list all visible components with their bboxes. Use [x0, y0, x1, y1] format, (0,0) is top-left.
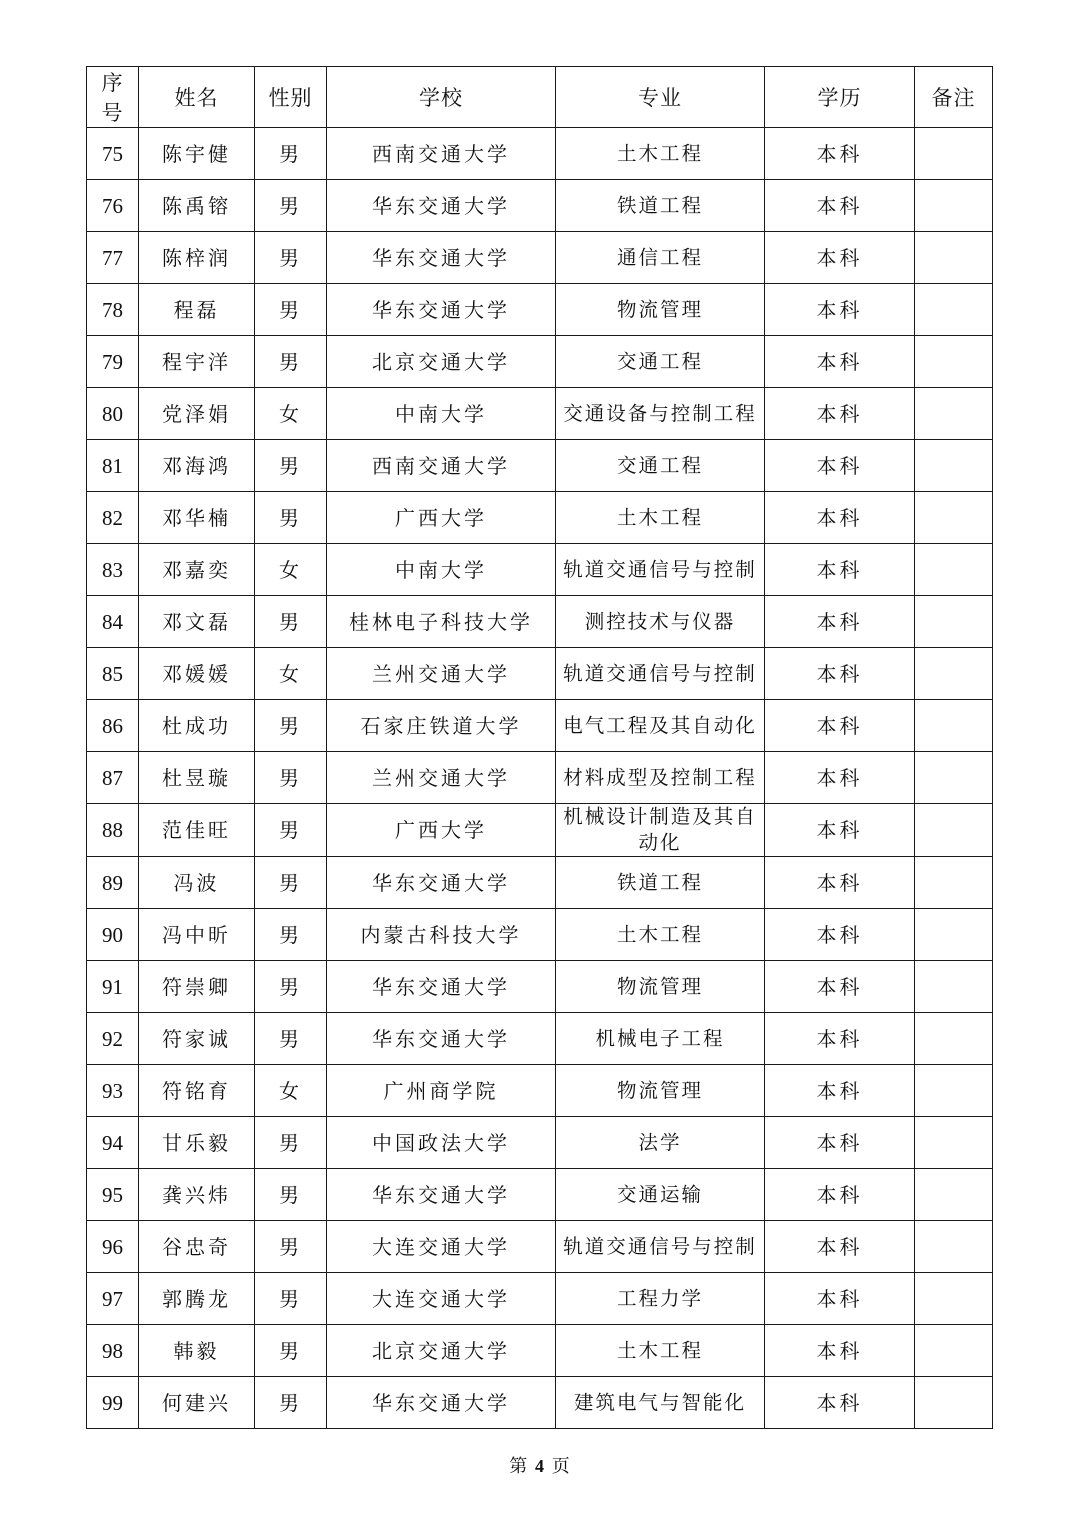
cell-remark — [915, 752, 993, 804]
cell-name: 党泽娟 — [139, 388, 255, 440]
cell-school: 石家庄铁道大学 — [327, 700, 556, 752]
cell-seq: 98 — [87, 1325, 139, 1377]
cell-remark — [915, 1325, 993, 1377]
cell-remark — [915, 232, 993, 284]
cell-major: 建筑电气与智能化 — [556, 1377, 765, 1429]
cell-major: 材料成型及控制工程 — [556, 752, 765, 804]
table-row — [87, 752, 993, 804]
cell-gender: 男 — [255, 909, 327, 961]
cell-name: 邓嘉奕 — [139, 544, 255, 596]
cell-major: 土木工程 — [556, 128, 765, 180]
cell-degree: 本科 — [765, 1169, 915, 1221]
cell-degree: 本科 — [765, 1013, 915, 1065]
cell-seq: 80 — [87, 388, 139, 440]
cell-gender: 女 — [255, 648, 327, 700]
cell-seq: 85 — [87, 648, 139, 700]
page-footer — [0, 1452, 1080, 1478]
cell-seq: 82 — [87, 492, 139, 544]
cell-name: 符家诚 — [139, 1013, 255, 1065]
cell-major: 物流管理 — [556, 284, 765, 336]
cell-name: 郭腾龙 — [139, 1273, 255, 1325]
cell-seq: 89 — [87, 857, 139, 909]
cell-remark — [915, 180, 993, 232]
cell-major: 物流管理 — [556, 1065, 765, 1117]
page-number: 4 — [535, 1456, 545, 1476]
table-row — [87, 1221, 993, 1273]
cell-major: 法学 — [556, 1117, 765, 1169]
cell-gender: 男 — [255, 284, 327, 336]
cell-name: 符崇卿 — [139, 961, 255, 1013]
cell-gender: 女 — [255, 544, 327, 596]
cell-gender: 男 — [255, 752, 327, 804]
cell-remark — [915, 804, 993, 857]
cell-seq: 83 — [87, 544, 139, 596]
cell-major: 测控技术与仪器 — [556, 596, 765, 648]
cell-degree: 本科 — [765, 1117, 915, 1169]
cell-seq: 88 — [87, 804, 139, 857]
cell-seq: 95 — [87, 1169, 139, 1221]
cell-major: 土木工程 — [556, 1325, 765, 1377]
cell-school: 西南交通大学 — [327, 128, 556, 180]
table-body — [87, 128, 993, 1429]
cell-major: 轨道交通信号与控制 — [556, 544, 765, 596]
cell-school: 华东交通大学 — [327, 1013, 556, 1065]
cell-major: 轨道交通信号与控制 — [556, 648, 765, 700]
cell-degree: 本科 — [765, 857, 915, 909]
cell-degree: 本科 — [765, 961, 915, 1013]
cell-remark — [915, 388, 993, 440]
cell-remark — [915, 1169, 993, 1221]
footer-prefix: 第 — [509, 1456, 529, 1477]
header-row — [87, 67, 993, 128]
table-row — [87, 909, 993, 961]
table-row — [87, 1325, 993, 1377]
cell-name: 韩毅 — [139, 1325, 255, 1377]
table-row — [87, 232, 993, 284]
cell-gender: 男 — [255, 440, 327, 492]
cell-name: 邓文磊 — [139, 596, 255, 648]
cell-remark — [915, 909, 993, 961]
cell-gender: 男 — [255, 336, 327, 388]
cell-gender: 男 — [255, 961, 327, 1013]
cell-seq: 77 — [87, 232, 139, 284]
cell-name: 范佳旺 — [139, 804, 255, 857]
cell-remark — [915, 1065, 993, 1117]
cell-gender: 男 — [255, 700, 327, 752]
cell-school: 中国政法大学 — [327, 1117, 556, 1169]
cell-major: 土木工程 — [556, 492, 765, 544]
cell-degree: 本科 — [765, 336, 915, 388]
table-row — [87, 180, 993, 232]
cell-school: 西南交通大学 — [327, 440, 556, 492]
cell-seq: 86 — [87, 700, 139, 752]
cell-seq: 84 — [87, 596, 139, 648]
cell-name: 陈禹镕 — [139, 180, 255, 232]
cell-school: 桂林电子科技大学 — [327, 596, 556, 648]
cell-school: 内蒙古科技大学 — [327, 909, 556, 961]
cell-name: 冯中昕 — [139, 909, 255, 961]
cell-degree: 本科 — [765, 648, 915, 700]
cell-gender: 男 — [255, 1221, 327, 1273]
cell-major: 机械电子工程 — [556, 1013, 765, 1065]
cell-seq: 91 — [87, 961, 139, 1013]
cell-school: 华东交通大学 — [327, 232, 556, 284]
cell-degree: 本科 — [765, 1273, 915, 1325]
cell-gender: 男 — [255, 1273, 327, 1325]
table-row — [87, 1065, 993, 1117]
cell-seq: 92 — [87, 1013, 139, 1065]
cell-degree: 本科 — [765, 440, 915, 492]
cell-major: 工程力学 — [556, 1273, 765, 1325]
table-row — [87, 804, 993, 857]
cell-gender: 男 — [255, 1377, 327, 1429]
cell-name: 甘乐毅 — [139, 1117, 255, 1169]
cell-seq: 81 — [87, 440, 139, 492]
cell-remark — [915, 700, 993, 752]
cell-school: 兰州交通大学 — [327, 648, 556, 700]
cell-seq: 75 — [87, 128, 139, 180]
cell-seq: 94 — [87, 1117, 139, 1169]
cell-major: 轨道交通信号与控制 — [556, 1221, 765, 1273]
cell-school: 广西大学 — [327, 492, 556, 544]
footer-suffix: 页 — [551, 1456, 571, 1477]
cell-seq: 78 — [87, 284, 139, 336]
cell-remark — [915, 596, 993, 648]
cell-name: 谷忠奇 — [139, 1221, 255, 1273]
cell-name: 程宇洋 — [139, 336, 255, 388]
cell-school: 大连交通大学 — [327, 1273, 556, 1325]
cell-name: 杜成功 — [139, 700, 255, 752]
cell-gender: 男 — [255, 180, 327, 232]
cell-major: 交通工程 — [556, 440, 765, 492]
cell-school: 中南大学 — [327, 388, 556, 440]
cell-degree: 本科 — [765, 752, 915, 804]
table-row — [87, 1169, 993, 1221]
cell-gender: 男 — [255, 1117, 327, 1169]
cell-degree: 本科 — [765, 492, 915, 544]
cell-gender: 男 — [255, 128, 327, 180]
cell-major: 交通设备与控制工程 — [556, 388, 765, 440]
cell-gender: 男 — [255, 1325, 327, 1377]
table-row — [87, 596, 993, 648]
cell-degree: 本科 — [765, 1325, 915, 1377]
cell-degree: 本科 — [765, 180, 915, 232]
cell-seq: 97 — [87, 1273, 139, 1325]
table-row — [87, 544, 993, 596]
header-seq: 序号 — [87, 67, 139, 128]
cell-remark — [915, 1221, 993, 1273]
cell-name: 陈梓润 — [139, 232, 255, 284]
cell-school: 北京交通大学 — [327, 1325, 556, 1377]
cell-degree: 本科 — [765, 596, 915, 648]
cell-degree: 本科 — [765, 284, 915, 336]
table-row — [87, 388, 993, 440]
cell-gender: 男 — [255, 232, 327, 284]
table-row — [87, 336, 993, 388]
cell-major: 铁道工程 — [556, 180, 765, 232]
table-row — [87, 700, 993, 752]
cell-gender: 男 — [255, 857, 327, 909]
header-remark: 备注 — [915, 67, 993, 128]
table-row — [87, 492, 993, 544]
cell-school: 华东交通大学 — [327, 1377, 556, 1429]
cell-remark — [915, 1013, 993, 1065]
cell-name: 符铭育 — [139, 1065, 255, 1117]
header-gender: 性别 — [255, 67, 327, 128]
table-row — [87, 648, 993, 700]
cell-seq: 90 — [87, 909, 139, 961]
cell-school: 北京交通大学 — [327, 336, 556, 388]
cell-name: 邓媛媛 — [139, 648, 255, 700]
table-row — [87, 440, 993, 492]
header-degree: 学历 — [765, 67, 915, 128]
roster-table — [86, 66, 993, 1429]
cell-name: 何建兴 — [139, 1377, 255, 1429]
table-row — [87, 1013, 993, 1065]
cell-remark — [915, 648, 993, 700]
cell-seq: 79 — [87, 336, 139, 388]
table-row — [87, 1273, 993, 1325]
cell-school: 兰州交通大学 — [327, 752, 556, 804]
cell-major: 通信工程 — [556, 232, 765, 284]
cell-name: 陈宇健 — [139, 128, 255, 180]
cell-major: 交通工程 — [556, 336, 765, 388]
cell-name: 邓海鸿 — [139, 440, 255, 492]
cell-school: 中南大学 — [327, 544, 556, 596]
cell-remark — [915, 128, 993, 180]
cell-school: 广西大学 — [327, 804, 556, 857]
cell-major: 铁道工程 — [556, 857, 765, 909]
cell-remark — [915, 544, 993, 596]
cell-degree: 本科 — [765, 1221, 915, 1273]
cell-school: 华东交通大学 — [327, 284, 556, 336]
cell-school: 大连交通大学 — [327, 1221, 556, 1273]
cell-school: 华东交通大学 — [327, 1169, 556, 1221]
cell-gender: 男 — [255, 804, 327, 857]
cell-school: 华东交通大学 — [327, 180, 556, 232]
cell-seq: 96 — [87, 1221, 139, 1273]
table-row — [87, 961, 993, 1013]
cell-remark — [915, 284, 993, 336]
cell-school: 广州商学院 — [327, 1065, 556, 1117]
table-row — [87, 1377, 993, 1429]
cell-degree: 本科 — [765, 388, 915, 440]
table-row — [87, 128, 993, 180]
cell-school: 华东交通大学 — [327, 961, 556, 1013]
cell-remark — [915, 1377, 993, 1429]
cell-remark — [915, 857, 993, 909]
cell-degree: 本科 — [765, 232, 915, 284]
cell-seq: 99 — [87, 1377, 139, 1429]
cell-major: 机械设计制造及其自动化 — [556, 804, 765, 857]
cell-degree: 本科 — [765, 909, 915, 961]
cell-degree: 本科 — [765, 700, 915, 752]
header-major: 专业 — [556, 67, 765, 128]
cell-degree: 本科 — [765, 544, 915, 596]
cell-name: 程磊 — [139, 284, 255, 336]
cell-name: 龚兴炜 — [139, 1169, 255, 1221]
header-name: 姓名 — [139, 67, 255, 128]
cell-degree: 本科 — [765, 1065, 915, 1117]
cell-remark — [915, 961, 993, 1013]
cell-gender: 女 — [255, 388, 327, 440]
cell-name: 杜昱璇 — [139, 752, 255, 804]
cell-major: 土木工程 — [556, 909, 765, 961]
table-row — [87, 284, 993, 336]
cell-gender: 男 — [255, 596, 327, 648]
cell-remark — [915, 440, 993, 492]
table-row — [87, 857, 993, 909]
cell-major: 交通运输 — [556, 1169, 765, 1221]
cell-seq: 76 — [87, 180, 139, 232]
cell-degree: 本科 — [765, 1377, 915, 1429]
cell-remark — [915, 1117, 993, 1169]
cell-remark — [915, 336, 993, 388]
cell-seq: 93 — [87, 1065, 139, 1117]
header-school: 学校 — [327, 67, 556, 128]
cell-seq: 87 — [87, 752, 139, 804]
cell-remark — [915, 492, 993, 544]
cell-gender: 男 — [255, 1013, 327, 1065]
cell-gender: 男 — [255, 1169, 327, 1221]
cell-school: 华东交通大学 — [327, 857, 556, 909]
cell-major: 电气工程及其自动化 — [556, 700, 765, 752]
cell-degree: 本科 — [765, 804, 915, 857]
cell-major: 物流管理 — [556, 961, 765, 1013]
cell-name: 邓华楠 — [139, 492, 255, 544]
cell-gender: 女 — [255, 1065, 327, 1117]
table-row — [87, 1117, 993, 1169]
cell-name: 冯波 — [139, 857, 255, 909]
cell-gender: 男 — [255, 492, 327, 544]
cell-degree: 本科 — [765, 128, 915, 180]
cell-remark — [915, 1273, 993, 1325]
